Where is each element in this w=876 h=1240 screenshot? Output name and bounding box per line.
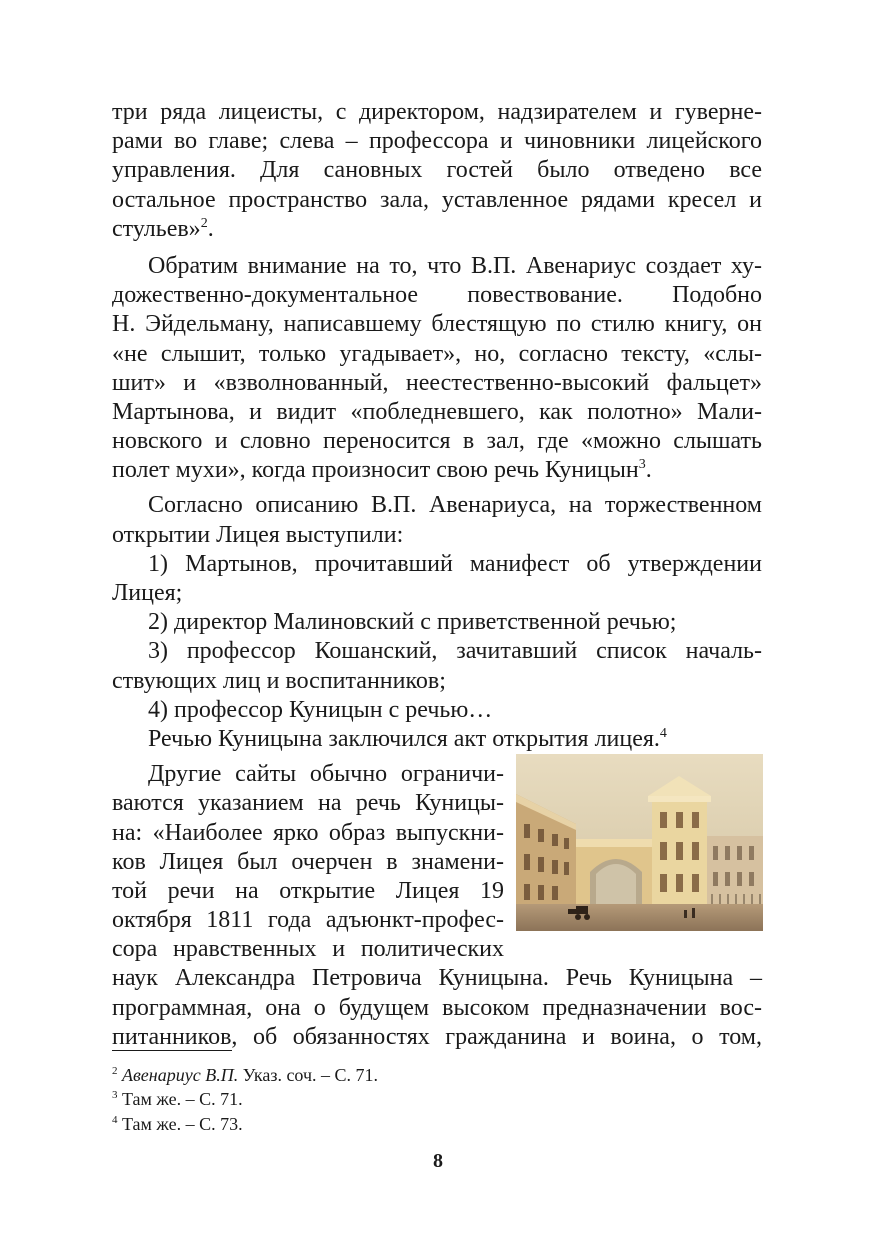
text-line: шит» и «взволнованный, неестественно-высокий фальцет»: [112, 369, 762, 396]
line-text: полет мухи», когда произносит свою речь Куницын: [112, 457, 639, 484]
text-line: Согласно описанию В.П. Авенариуса, на торжественном: [148, 492, 762, 519]
text-line: [112, 725, 762, 754]
text-line: три ряда лицеисты, с директором, надзирателем и гуверне-: [112, 99, 762, 125]
line-text: Речью Куницына заключился акт открытия лицея.: [148, 725, 660, 752]
footnote-text: Там же. – С. 71.: [122, 1089, 243, 1109]
footnote-ref-2[interactable]: 2: [200, 215, 208, 231]
paragraph-2: [112, 252, 762, 486]
list-item: [112, 696, 762, 725]
footnote-ref-3[interactable]: 3: [638, 457, 646, 473]
line-end: .: [645, 457, 652, 484]
speaker-list: [112, 550, 762, 725]
footnote-number: 3: [112, 1089, 118, 1101]
footnote-text: Указ. соч. – С. 71.: [238, 1065, 379, 1085]
text-line: Мартынова, и видит «побледневшего, как полотно» Мали-: [112, 398, 762, 425]
text-line: ствующих лиц и воспитанников;: [112, 667, 446, 694]
footnote-number: 2: [112, 1065, 118, 1077]
footnote-ref-4[interactable]: 4: [659, 725, 667, 741]
text-line: дожественно-документальное повествование. Подобно: [112, 282, 762, 309]
text-line: на: «Наиболее ярко образ выпускни-: [112, 819, 504, 846]
footnote-divider: [112, 1050, 232, 1051]
wrapped-text: [112, 760, 504, 964]
footnote-4: [112, 1113, 243, 1135]
line-text: стульев»: [112, 215, 201, 242]
text-line: Н. Эйдельману, написавшему блестящую по стилю книгу, он: [112, 311, 762, 338]
text-line: Обратим внимание на то, что В.П. Авенариус создает ху-: [148, 252, 762, 279]
text-line: 4) профессор Куницын с речью…: [148, 696, 493, 723]
lyceum-building-illustration: [516, 754, 763, 931]
text-line: открытии Лицея выступили:: [112, 521, 404, 548]
text-line: [112, 456, 762, 485]
text-line: октября 1811 года адъюнкт-профес-: [112, 907, 504, 934]
footnote-3: [112, 1088, 243, 1110]
footnote-author: Авенариус В.П.: [122, 1065, 239, 1085]
paragraph-4: [112, 725, 762, 754]
text-line: ков Лицея был очерчен в знамени-: [112, 848, 504, 875]
text-line: управления. Для сановных гостей было отведено все: [112, 157, 762, 184]
text-line: наук Александра Петровича Куницына. Речь Куницына –: [112, 965, 762, 992]
text-line: Лицея;: [112, 580, 183, 606]
text-line: питанников, об обязанностях гражданина и воина, о том,: [112, 1023, 762, 1050]
list-item: [112, 608, 762, 637]
text-line: программная, она о будущем высоком предназначении вос-: [112, 994, 762, 1021]
text-line: сора нравственных и политических: [112, 936, 504, 963]
text-line: 1) Мартынов, прочитавший манифест об утверждении: [148, 550, 762, 577]
text-line: ваются указанием на речь Куницы-: [112, 790, 504, 817]
footnote-text: Там же. – С. 73.: [122, 1114, 243, 1134]
list-item: [112, 637, 762, 695]
text-line: [112, 215, 762, 244]
text-line: Другие сайты обычно ограничи-: [148, 761, 504, 788]
text-line: «не слышит, только угадывает», но, согласно тексту, «слы-: [112, 340, 762, 367]
text-line: той речи на открытие Лицея 19: [112, 877, 504, 904]
paragraph-3: [112, 491, 762, 549]
line-end: .: [207, 215, 214, 242]
footnote-number: 4: [112, 1114, 118, 1126]
page-number: 8: [433, 1150, 443, 1172]
text-line: рами во главе; слева – профессора и чиновники лицейского: [112, 128, 762, 155]
list-item: [112, 550, 762, 608]
text-line: остальное пространство зала, уставленное рядами кресел и: [112, 186, 762, 213]
text-line: новского и словно переносится в зал, где «можно слышать: [112, 428, 762, 455]
footnote-2: [112, 1064, 378, 1086]
paragraph-1: [112, 98, 762, 244]
text-line: 3) профессор Кошанский, зачитавший список началь-: [148, 638, 762, 665]
text-line: 2) директор Малиновский с приветственной речью;: [148, 609, 677, 636]
